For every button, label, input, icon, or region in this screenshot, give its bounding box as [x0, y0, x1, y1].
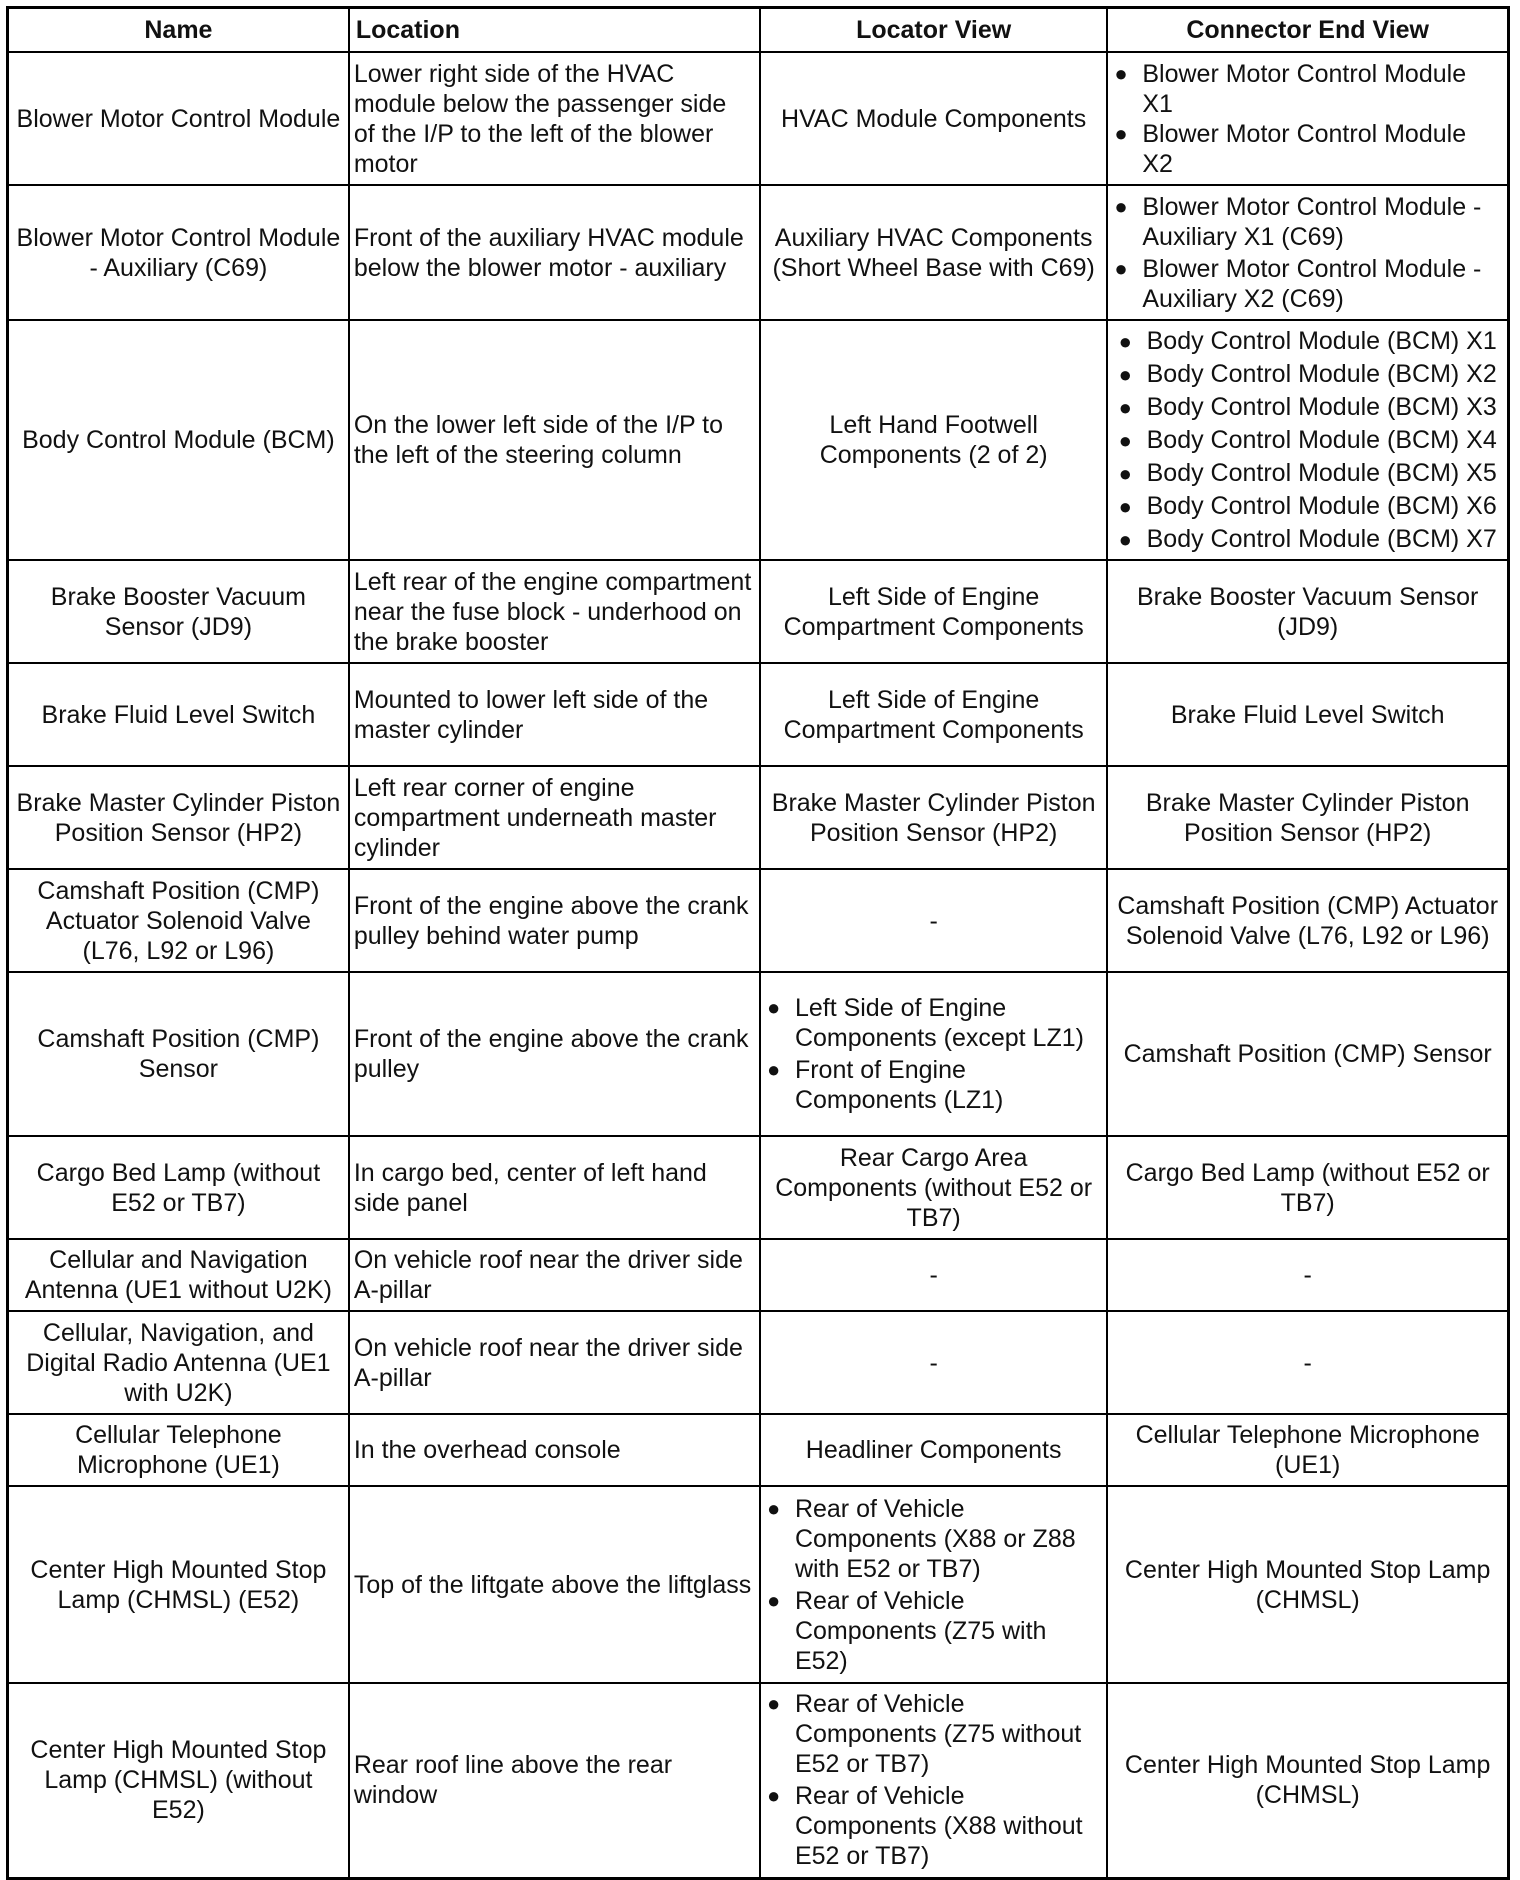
connector-end-view: Camshaft Position (CMP) Actuator Solenoid Valve (L76, L92 or L96) [1107, 869, 1508, 972]
connector-end-view [1107, 52, 1508, 185]
component-location: Front of the engine above the crank pulley [349, 972, 760, 1136]
header-name: Name [8, 8, 349, 53]
component-name: Brake Fluid Level Switch [8, 663, 349, 766]
list-item: ● Blower Motor Control Module - Auxiliary X2 (C69) [1114, 254, 1501, 314]
header-connector-end-view: Connector End View [1107, 8, 1508, 53]
list-item: ● Rear of Vehicle Components (Z75 with E52) [767, 1586, 1100, 1676]
table-row [8, 869, 1509, 972]
component-location: Left rear corner of engine compartment underneath master cylinder [349, 766, 760, 869]
locator-view: Headliner Components [760, 1414, 1107, 1486]
component-name: Cargo Bed Lamp (without E52 or TB7) [8, 1136, 349, 1239]
list-item: ● Rear of Vehicle Components (Z75 without E52 or TB7) [767, 1689, 1100, 1779]
table-row [8, 1311, 1509, 1414]
connector-end-view: - [1107, 1239, 1508, 1311]
component-name: Body Control Module (BCM) [8, 320, 349, 560]
locator-view: Left Side of Engine Compartment Components [760, 560, 1107, 663]
table-row [8, 560, 1509, 663]
list-item: ● Body Control Module (BCM) X7 [1119, 523, 1497, 556]
connector-list [1114, 192, 1501, 314]
component-name: Brake Booster Vacuum Sensor (JD9) [8, 560, 349, 663]
locator-view: - [760, 1239, 1107, 1311]
component-name: Cellular and Navigation Antenna (UE1 without U2K) [8, 1239, 349, 1311]
locator-view: Rear Cargo Area Components (without E52 or TB7) [760, 1136, 1107, 1239]
locator-view [760, 972, 1107, 1136]
component-location: Front of the auxiliary HVAC module below the blower motor - auxiliary [349, 185, 760, 320]
connector-end-view: - [1107, 1311, 1508, 1414]
table-row [8, 320, 1509, 560]
table-row [8, 766, 1509, 869]
list-item: ● Front of Engine Components (LZ1) [767, 1055, 1100, 1115]
component-location: Mounted to lower left side of the master cylinder [349, 663, 760, 766]
connector-end-view [1107, 185, 1508, 320]
locator-view [760, 1683, 1107, 1878]
component-location: In cargo bed, center of left hand side panel [349, 1136, 760, 1239]
header-row [8, 8, 1509, 53]
component-location: On vehicle roof near the driver side A-pillar [349, 1239, 760, 1311]
list-item: ● Rear of Vehicle Components (X88 or Z88 with E52 or TB7) [767, 1494, 1100, 1584]
component-location: Top of the liftgate above the liftglass [349, 1486, 760, 1683]
list-item: ● Blower Motor Control Module - Auxiliary X1 (C69) [1114, 192, 1501, 252]
locator-view: Left Side of Engine Compartment Components [760, 663, 1107, 766]
locator-view: - [760, 1311, 1107, 1414]
table-row [8, 185, 1509, 320]
component-location: Left rear of the engine compartment near the fuse block - underhood on the brake booster [349, 560, 760, 663]
component-location: On the lower left side of the I/P to the left of the steering column [349, 320, 760, 560]
connector-end-view: Center High Mounted Stop Lamp (CHMSL) [1107, 1486, 1508, 1683]
connector-end-view: Cargo Bed Lamp (without E52 or TB7) [1107, 1136, 1508, 1239]
list-item: ● Left Side of Engine Components (except LZ1) [767, 993, 1100, 1053]
table-row [8, 1136, 1509, 1239]
component-name: Blower Motor Control Module [8, 52, 349, 185]
connector-end-view: Brake Fluid Level Switch [1107, 663, 1508, 766]
connector-end-view: Center High Mounted Stop Lamp (CHMSL) [1107, 1683, 1508, 1878]
connector-end-view: Cellular Telephone Microphone (UE1) [1107, 1414, 1508, 1486]
locator-list [767, 1494, 1100, 1676]
component-name: Brake Master Cylinder Piston Position Sensor (HP2) [8, 766, 349, 869]
table-row [8, 1486, 1509, 1683]
locator-list [767, 1689, 1100, 1871]
component-location: Lower right side of the HVAC module below the passenger side of the I/P to the left of the blower motor [349, 52, 760, 185]
component-location: On vehicle roof near the driver side A-pillar [349, 1311, 760, 1414]
table-row [8, 1414, 1509, 1486]
component-name: Camshaft Position (CMP) Sensor [8, 972, 349, 1136]
header-locator-view: Locator View [760, 8, 1107, 53]
component-locator-table [6, 6, 1510, 1880]
component-name: Camshaft Position (CMP) Actuator Solenoid Valve (L76, L92 or L96) [8, 869, 349, 972]
locator-view: Auxiliary HVAC Components (Short Wheel Base with C69) [760, 185, 1107, 320]
component-location: Front of the engine above the crank pulley behind water pump [349, 869, 760, 972]
component-location: In the overhead console [349, 1414, 760, 1486]
connector-end-view: Camshaft Position (CMP) Sensor [1107, 972, 1508, 1136]
locator-view [760, 1486, 1107, 1683]
locator-view: HVAC Module Components [760, 52, 1107, 185]
locator-list [767, 993, 1100, 1115]
list-item: ● Blower Motor Control Module X1 [1114, 59, 1501, 119]
component-name: Cellular Telephone Microphone (UE1) [8, 1414, 349, 1486]
list-item: ● Blower Motor Control Module X2 [1114, 119, 1501, 179]
list-item: ● Body Control Module (BCM) X4 [1119, 424, 1497, 457]
list-item: ● Body Control Module (BCM) X3 [1119, 391, 1497, 424]
table-row [8, 1239, 1509, 1311]
list-item: ● Body Control Module (BCM) X1 [1119, 325, 1497, 358]
table-row [8, 663, 1509, 766]
connector-end-view [1107, 320, 1508, 560]
connector-list [1114, 59, 1501, 179]
connector-list [1119, 325, 1497, 556]
component-name: Center High Mounted Stop Lamp (CHMSL) (E52) [8, 1486, 349, 1683]
list-item: ● Body Control Module (BCM) X5 [1119, 457, 1497, 490]
table-row [8, 972, 1509, 1136]
table-row [8, 52, 1509, 185]
list-item: ● Rear of Vehicle Components (X88 without E52 or TB7) [767, 1781, 1100, 1871]
locator-view: - [760, 869, 1107, 972]
component-name: Center High Mounted Stop Lamp (CHMSL) (without E52) [8, 1683, 349, 1878]
connector-end-view: Brake Master Cylinder Piston Position Sensor (HP2) [1107, 766, 1508, 869]
connector-end-view: Brake Booster Vacuum Sensor (JD9) [1107, 560, 1508, 663]
component-name: Cellular, Navigation, and Digital Radio Antenna (UE1 with U2K) [8, 1311, 349, 1414]
component-name: Blower Motor Control Module - Auxiliary (C69) [8, 185, 349, 320]
locator-view: Brake Master Cylinder Piston Position Sensor (HP2) [760, 766, 1107, 869]
list-item: ● Body Control Module (BCM) X6 [1119, 490, 1497, 523]
table-row [8, 1683, 1509, 1878]
component-location: Rear roof line above the rear window [349, 1683, 760, 1878]
locator-view: Left Hand Footwell Components (2 of 2) [760, 320, 1107, 560]
header-location: Location [349, 8, 760, 53]
list-item: ● Body Control Module (BCM) X2 [1119, 358, 1497, 391]
